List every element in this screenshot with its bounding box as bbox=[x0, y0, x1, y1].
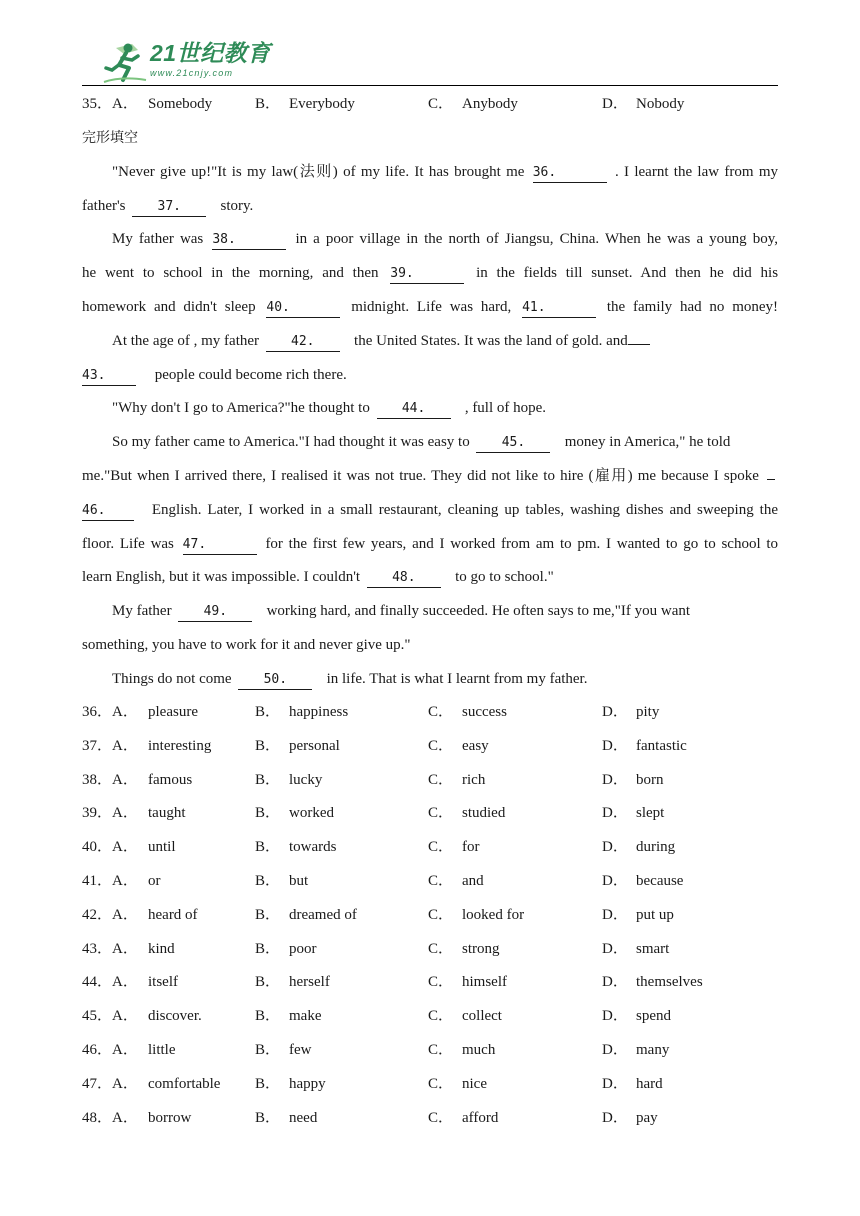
option-c-label: C． bbox=[428, 940, 454, 957]
passage-line: he went to school in the morning, and then 39. in the fields till sunset. And then he did his bbox=[82, 261, 778, 285]
option-a-label: A． bbox=[112, 704, 138, 720]
passage-line: 43. people could become rich there. bbox=[82, 363, 778, 387]
option-c-label: C． bbox=[428, 737, 454, 754]
option-c-text: collect bbox=[462, 1008, 502, 1025]
option-c-text: easy bbox=[462, 737, 489, 754]
option-b-text: personal bbox=[289, 737, 340, 754]
option-a-text: or bbox=[148, 873, 161, 889]
question-number: 41． bbox=[82, 873, 113, 889]
option-a-label: A． bbox=[112, 1008, 138, 1025]
question-row bbox=[82, 970, 778, 994]
option-d-text: pay bbox=[636, 1109, 658, 1126]
option-d-text: born bbox=[636, 771, 664, 788]
option-d-text: spend bbox=[636, 1008, 671, 1025]
passage-line: 46. English. Later, I worked in a small restaurant, cleaning up tables, washing dishes and sweeping the bbox=[82, 498, 778, 522]
option-a-label: A． bbox=[112, 771, 138, 788]
option-a-text: itself bbox=[148, 974, 178, 991]
option-a-text: kind bbox=[148, 940, 175, 957]
option-d-text: put up bbox=[636, 906, 674, 923]
option-d-text: during bbox=[636, 839, 676, 856]
question-row-35 bbox=[82, 92, 778, 116]
option-a-text: interesting bbox=[148, 737, 212, 754]
blank-line bbox=[628, 344, 650, 345]
option-a-label: A． bbox=[112, 839, 138, 856]
option-b-label: B． bbox=[255, 1008, 281, 1025]
option-c-text: for bbox=[462, 839, 480, 856]
option-c-text: nice bbox=[462, 1075, 487, 1092]
option-c-text: Anybody bbox=[462, 96, 518, 112]
option-d-label: D． bbox=[602, 704, 628, 720]
question-number: 39． bbox=[82, 805, 113, 822]
option-a-text: little bbox=[148, 1042, 176, 1058]
option-c-label: C． bbox=[428, 974, 454, 991]
option-b-text: towards bbox=[289, 839, 337, 856]
passage-line: "Why don't I go to America?"he thought to 44. , full of hope. bbox=[82, 396, 778, 420]
blank-line bbox=[767, 479, 775, 480]
question-row bbox=[82, 700, 778, 724]
question-row bbox=[82, 869, 778, 893]
option-a-text: borrow bbox=[148, 1109, 192, 1126]
logo bbox=[102, 40, 271, 84]
option-c-text: looked for bbox=[462, 906, 525, 923]
question-row bbox=[82, 734, 778, 758]
question-number: 43． bbox=[82, 940, 113, 957]
option-b-label: B． bbox=[255, 1042, 281, 1058]
option-b-label: B． bbox=[255, 1109, 281, 1126]
blank-38: 38. bbox=[212, 231, 286, 250]
passage-line: me."But when I arrived there, I realised it was not true. They did not like to hire (雇用) me because I spoke bbox=[82, 464, 778, 488]
option-c-label: C． bbox=[428, 771, 454, 788]
passage-line: homework and didn't sleep 40. midnight. Life was hard, 41. the family had no money! bbox=[82, 295, 778, 319]
option-b-label: B． bbox=[255, 805, 281, 822]
question-number: 36． bbox=[82, 704, 113, 720]
option-b-label: B． bbox=[255, 906, 281, 923]
blank-41: 41. bbox=[522, 299, 596, 318]
option-d-text: many bbox=[636, 1042, 670, 1058]
blank-46: 46. bbox=[82, 502, 134, 521]
question-row bbox=[82, 835, 778, 859]
option-d-text: themselves bbox=[636, 974, 703, 991]
option-d-label: D． bbox=[602, 1075, 628, 1092]
question-number: 48． bbox=[82, 1109, 113, 1126]
passage-line: learn English, but it was impossible. I couldn't 48. to go to school." bbox=[82, 565, 778, 589]
option-b-label: B． bbox=[255, 96, 281, 112]
option-d-label: D． bbox=[602, 1042, 628, 1058]
option-b-label: B． bbox=[255, 940, 281, 957]
passage-line: So my father came to America."I had thought it was easy to 45. money in America," he told bbox=[82, 430, 778, 454]
blank-36: 36. bbox=[533, 164, 607, 183]
page-header bbox=[82, 36, 778, 86]
option-b-text: need bbox=[289, 1109, 318, 1126]
question-number: 40． bbox=[82, 839, 113, 856]
option-d-label: D． bbox=[602, 974, 628, 991]
option-a-text: comfortable bbox=[148, 1075, 221, 1092]
option-b-text: Everybody bbox=[289, 96, 355, 112]
option-c-text: much bbox=[462, 1042, 496, 1058]
blank-40: 40. bbox=[266, 299, 340, 318]
option-a-label: A． bbox=[112, 1109, 138, 1126]
blank-42: 42. bbox=[266, 333, 340, 352]
option-a-label: A． bbox=[112, 974, 138, 991]
option-c-label: C． bbox=[428, 906, 454, 923]
option-b-text: few bbox=[289, 1042, 312, 1058]
option-b-label: B． bbox=[255, 839, 281, 856]
option-c-label: C． bbox=[428, 96, 454, 112]
option-c-text: strong bbox=[462, 940, 500, 957]
option-d-label: D． bbox=[602, 96, 628, 112]
option-c-label: C． bbox=[428, 873, 454, 889]
logo-brand: 21世纪教育 bbox=[150, 40, 271, 66]
runner-logo-icon bbox=[102, 40, 148, 84]
option-d-text: pity bbox=[636, 704, 660, 720]
header-divider bbox=[82, 85, 778, 86]
option-d-label: D． bbox=[602, 737, 628, 754]
option-b-text: lucky bbox=[289, 771, 323, 788]
option-b-text: dreamed of bbox=[289, 906, 357, 923]
passage-line: At the age of , my father 42. the United States. It was the land of gold. and bbox=[82, 329, 778, 353]
option-d-label: D． bbox=[602, 771, 628, 788]
option-b-label: B． bbox=[255, 873, 281, 889]
option-d-text: hard bbox=[636, 1075, 663, 1092]
blank-50: 50. bbox=[238, 671, 312, 690]
question-row bbox=[82, 1072, 778, 1096]
option-d-label: D． bbox=[602, 805, 628, 822]
blank-49: 49. bbox=[178, 603, 252, 622]
passage-line: "Never give up!"It is my law(法则) of my life. It has brought me 36. . I learnt the law from my bbox=[82, 160, 778, 184]
option-a-text: discover. bbox=[148, 1008, 202, 1025]
option-b-text: worked bbox=[289, 805, 334, 822]
option-a-label: A． bbox=[112, 737, 138, 754]
question-number: 47． bbox=[82, 1075, 113, 1092]
blank-45: 45. bbox=[476, 434, 550, 453]
question-number: 42． bbox=[82, 906, 113, 923]
option-c-text: afford bbox=[462, 1109, 499, 1126]
passage-line: My father was 38. in a poor village in the north of Jiangsu, China. When he was a young boy, bbox=[82, 227, 778, 251]
question-number: 35． bbox=[82, 96, 113, 112]
question-number: 46． bbox=[82, 1042, 113, 1058]
option-a-label: A． bbox=[112, 96, 138, 112]
question-row bbox=[82, 801, 778, 825]
option-a-label: A． bbox=[112, 805, 138, 822]
option-a-text: famous bbox=[148, 771, 193, 788]
option-d-label: D． bbox=[602, 873, 628, 889]
option-c-label: C． bbox=[428, 704, 454, 720]
option-c-label: C． bbox=[428, 805, 454, 822]
question-row bbox=[82, 1004, 778, 1028]
option-d-label: D． bbox=[602, 940, 628, 957]
option-b-text: poor bbox=[289, 940, 317, 957]
option-b-text: happiness bbox=[289, 704, 349, 720]
option-d-text: Nobody bbox=[636, 96, 685, 112]
option-b-label: B． bbox=[255, 704, 281, 720]
blank-47: 47. bbox=[183, 536, 257, 555]
option-c-label: C． bbox=[428, 839, 454, 856]
blank-44: 44. bbox=[377, 400, 451, 419]
option-d-label: D． bbox=[602, 1008, 628, 1025]
option-c-text: success bbox=[462, 704, 507, 720]
passage-line: floor. Life was 47. for the first few years, and I worked from am to pm. I wanted to go to school to bbox=[82, 532, 778, 556]
option-b-label: B． bbox=[255, 771, 281, 788]
option-b-label: B． bbox=[255, 1075, 281, 1092]
logo-url: www.21cnjy.com bbox=[150, 68, 234, 78]
option-a-text: taught bbox=[148, 805, 186, 822]
blank-39: 39. bbox=[390, 265, 464, 284]
question-number: 45． bbox=[82, 1008, 113, 1025]
option-c-text: rich bbox=[462, 771, 486, 788]
option-c-label: C． bbox=[428, 1008, 454, 1025]
question-row bbox=[82, 768, 778, 792]
option-b-text: but bbox=[289, 873, 309, 889]
option-d-text: fantastic bbox=[636, 737, 687, 754]
question-number: 44． bbox=[82, 974, 113, 991]
option-a-label: A． bbox=[112, 1075, 138, 1092]
blank-37: 37. bbox=[132, 198, 206, 217]
option-a-text: until bbox=[148, 839, 176, 856]
option-b-label: B． bbox=[255, 737, 281, 754]
option-a-label: A． bbox=[112, 873, 138, 889]
passage-line: Things do not come 50. in life. That is what I learnt from my father. bbox=[82, 667, 778, 691]
question-number: 37． bbox=[82, 737, 113, 754]
option-b-text: make bbox=[289, 1008, 322, 1025]
option-d-label: D． bbox=[602, 906, 628, 923]
option-a-label: A． bbox=[112, 1042, 138, 1058]
passage-line: something, you have to work for it and never give up." bbox=[82, 637, 411, 653]
question-row bbox=[82, 1038, 778, 1062]
blank-43: 43. bbox=[82, 367, 136, 386]
option-a-text: pleasure bbox=[148, 704, 198, 720]
option-a-text: Somebody bbox=[148, 96, 213, 112]
option-c-text: and bbox=[462, 873, 484, 889]
question-row bbox=[82, 903, 778, 927]
option-b-text: happy bbox=[289, 1075, 326, 1092]
option-c-label: C． bbox=[428, 1042, 454, 1058]
option-c-label: C． bbox=[428, 1075, 454, 1092]
passage-line: father's 37. story. bbox=[82, 194, 778, 218]
question-number: 38． bbox=[82, 771, 113, 788]
blank-48: 48. bbox=[367, 569, 441, 588]
option-d-label: D． bbox=[602, 1109, 628, 1126]
section-title: 完形填空 bbox=[82, 130, 138, 146]
option-a-label: A． bbox=[112, 940, 138, 957]
option-a-label: A． bbox=[112, 906, 138, 923]
option-d-text: smart bbox=[636, 940, 670, 957]
option-b-text: herself bbox=[289, 974, 330, 991]
option-c-text: studied bbox=[462, 805, 506, 822]
question-row bbox=[82, 1106, 778, 1130]
option-d-text: because bbox=[636, 873, 684, 889]
option-a-text: heard of bbox=[148, 906, 198, 923]
question-row bbox=[82, 937, 778, 961]
option-c-label: C． bbox=[428, 1109, 454, 1126]
option-b-label: B． bbox=[255, 974, 281, 991]
option-d-text: slept bbox=[636, 805, 665, 822]
option-d-label: D． bbox=[602, 839, 628, 856]
option-c-text: himself bbox=[462, 974, 507, 991]
passage-line: My father 49. working hard, and finally succeeded. He often says to me,"If you want bbox=[82, 599, 778, 623]
